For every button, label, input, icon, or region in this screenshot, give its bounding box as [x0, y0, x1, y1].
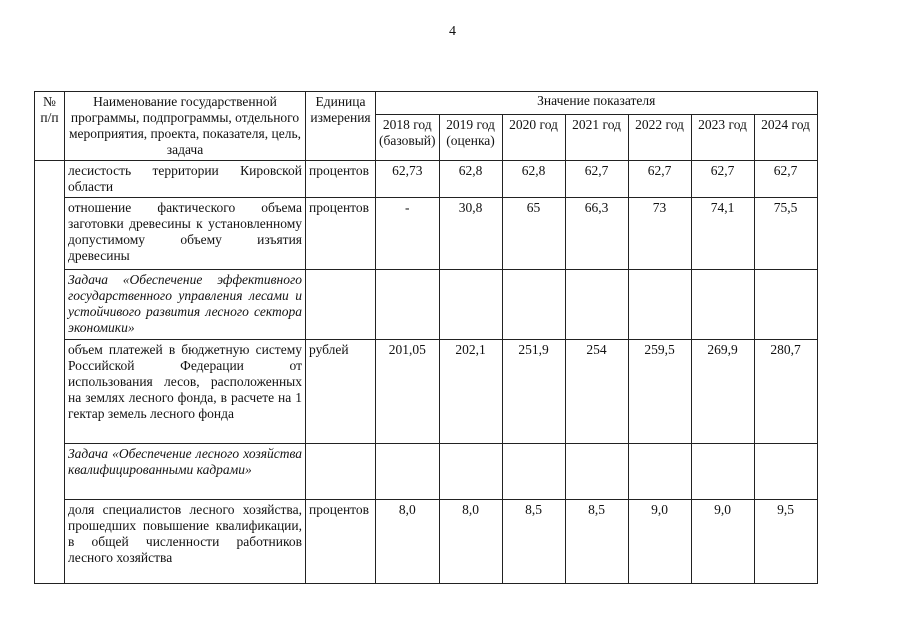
- value-cell: [565, 444, 628, 500]
- row-number-cell: [35, 161, 65, 584]
- value-cell: [439, 270, 502, 340]
- task-name: Задача «Обеспечение эффективного государственного управления лесами и устойчивого развития лесного сектора экономики»: [65, 270, 306, 340]
- indicator-row: [35, 500, 818, 584]
- task-row: [35, 270, 818, 340]
- header-num: № п/п: [35, 92, 65, 161]
- value-cell: 30,8: [439, 198, 502, 270]
- indicator-name: отношение фактического объема заготовки древесины к установленному допустимому объему изъятия древесины: [65, 198, 306, 270]
- unit-cell: [306, 444, 376, 500]
- value-cell: 9,5: [754, 500, 817, 584]
- header-unit: Единица измерения: [306, 92, 376, 161]
- header-row: [35, 92, 818, 115]
- indicator-name: объем платежей в бюджетную систему Российской Федерации от использования лесов, расположенных на землях лесного фонда, в расчете на 1 гектар земель лесного фонда: [65, 340, 306, 444]
- value-cell: 280,7: [754, 340, 817, 444]
- header-year: 2020 год: [502, 115, 565, 161]
- value-cell: 62,7: [754, 161, 817, 198]
- value-cell: [502, 270, 565, 340]
- value-cell: 8,0: [439, 500, 502, 584]
- value-cell: 62,7: [565, 161, 628, 198]
- indicator-name: доля специалистов лесного хозяйства, прошедших повышение квалификации, в общей численности работников лесного хозяйства: [65, 500, 306, 584]
- value-cell: 62,8: [439, 161, 502, 198]
- value-cell: -: [376, 198, 440, 270]
- header-year: 2018 год (базовый): [376, 115, 440, 161]
- value-cell: 8,5: [502, 500, 565, 584]
- header-year: 2021 год: [565, 115, 628, 161]
- unit-cell: процентов: [306, 500, 376, 584]
- value-cell: [691, 270, 754, 340]
- indicator-table: [34, 91, 818, 584]
- value-cell: 202,1: [439, 340, 502, 444]
- unit-cell: [306, 270, 376, 340]
- value-cell: [439, 444, 502, 500]
- header-name: Наименование государственной программы, подпрограммы, отдельного мероприятия, проекта, показателя, цель, задача: [65, 92, 306, 161]
- value-cell: 9,0: [628, 500, 691, 584]
- task-row: [35, 444, 818, 500]
- value-cell: [376, 270, 440, 340]
- value-cell: 251,9: [502, 340, 565, 444]
- value-cell: 269,9: [691, 340, 754, 444]
- unit-cell: процентов: [306, 198, 376, 270]
- header-year: 2022 год: [628, 115, 691, 161]
- header-year: 2023 год: [691, 115, 754, 161]
- value-cell: [628, 444, 691, 500]
- value-cell: 201,05: [376, 340, 440, 444]
- value-cell: 254: [565, 340, 628, 444]
- value-cell: [691, 444, 754, 500]
- value-cell: [628, 270, 691, 340]
- unit-cell: процентов: [306, 161, 376, 198]
- value-cell: 62,7: [628, 161, 691, 198]
- value-cell: 75,5: [754, 198, 817, 270]
- value-cell: 73: [628, 198, 691, 270]
- value-cell: 62,7: [691, 161, 754, 198]
- value-cell: 65: [502, 198, 565, 270]
- value-cell: 62,73: [376, 161, 440, 198]
- value-cell: [502, 444, 565, 500]
- value-cell: 62,8: [502, 161, 565, 198]
- task-name: Задача «Обеспечение лесного хозяйства квалифицированными кадрами»: [65, 444, 306, 500]
- value-cell: [754, 444, 817, 500]
- value-cell: [376, 444, 440, 500]
- header-year: 2019 год (оценка): [439, 115, 502, 161]
- header-year: 2024 год: [754, 115, 817, 161]
- value-cell: [565, 270, 628, 340]
- value-cell: 8,0: [376, 500, 440, 584]
- value-cell: 259,5: [628, 340, 691, 444]
- value-cell: 8,5: [565, 500, 628, 584]
- indicator-row: [35, 198, 818, 270]
- header-value-group: Значение показателя: [376, 92, 818, 115]
- indicator-row: [35, 161, 818, 198]
- value-cell: 74,1: [691, 198, 754, 270]
- value-cell: [754, 270, 817, 340]
- indicator-name: лесистость территории Кировской области: [65, 161, 306, 198]
- value-cell: 66,3: [565, 198, 628, 270]
- unit-cell: рублей: [306, 340, 376, 444]
- page-number: 4: [449, 24, 456, 39]
- value-cell: 9,0: [691, 500, 754, 584]
- indicator-row: [35, 340, 818, 444]
